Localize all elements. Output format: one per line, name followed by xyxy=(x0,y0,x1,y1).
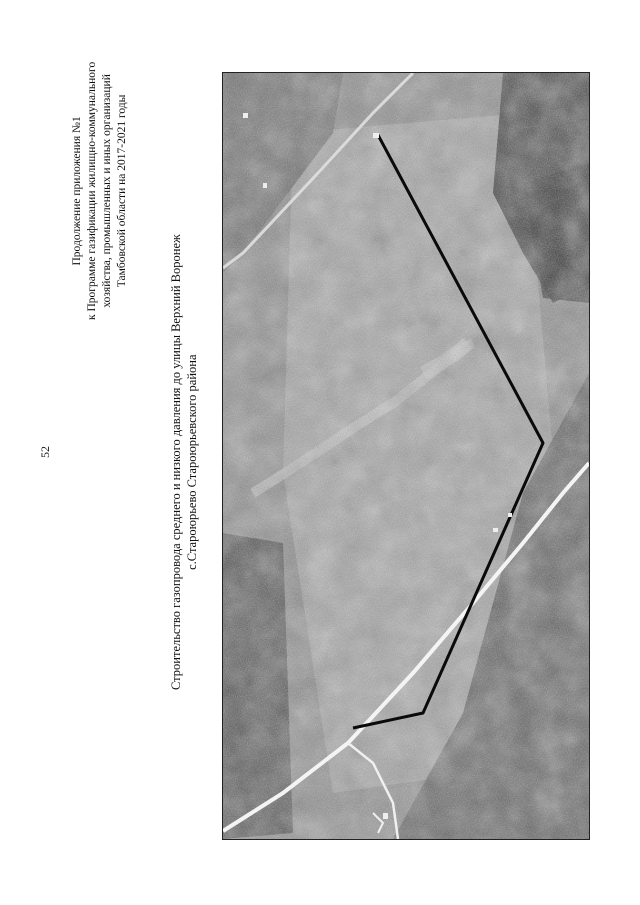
satellite-map xyxy=(222,72,590,840)
map-image xyxy=(223,73,589,839)
title-line-2: с.Староюрьево Староюрьевского района xyxy=(185,354,199,570)
header-line-1: Продолжение приложения №1 xyxy=(71,116,83,266)
page-number: 52 xyxy=(38,446,52,458)
header-line-4: Тамбовской области на 2017-2021 годы xyxy=(116,94,128,288)
header-line-2: к Программе газификации жилищно-коммунального xyxy=(86,61,98,320)
title-line-1: Строительство газопровода среднего и низкого давления до улицы Верхний Воронеж xyxy=(169,234,183,690)
header-line-3: хозяйства, промышленных и иных организаций xyxy=(101,74,113,308)
header-block xyxy=(70,62,130,320)
document-title xyxy=(168,234,200,690)
